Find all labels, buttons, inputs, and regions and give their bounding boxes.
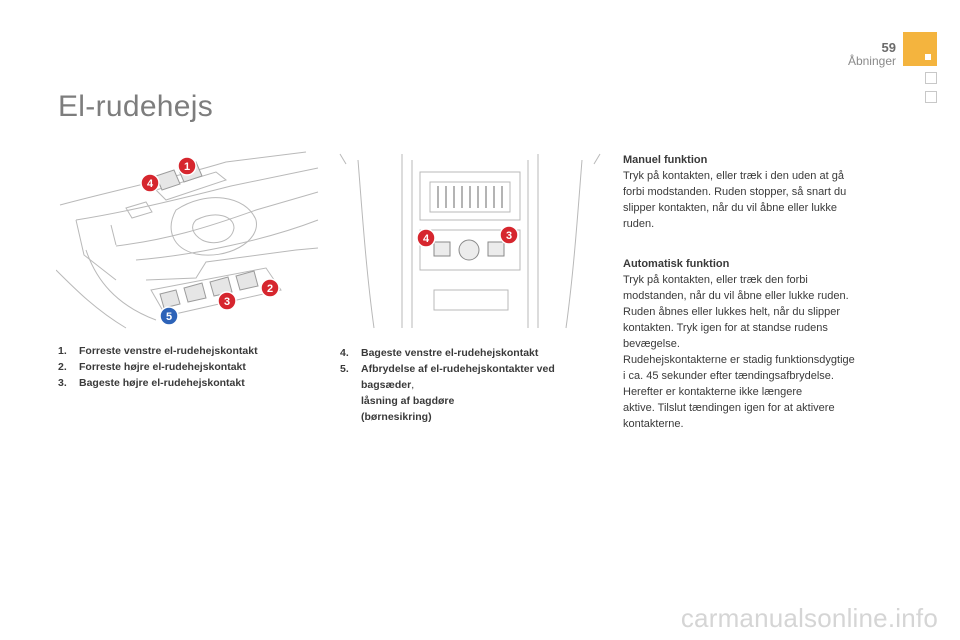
page-number: 59 xyxy=(881,40,896,55)
legend-item: 3. Bageste højre el-rudehejskontakt xyxy=(58,377,245,389)
callout-5 xyxy=(160,307,178,325)
callout-4-rear xyxy=(417,229,435,247)
body-line: kontakterne. xyxy=(623,418,684,430)
legend-line: Afbrydelse af el-rudehejskontakter ved xyxy=(361,363,555,375)
body-line: aktive. Tilslut tændingen igen for at aktivere xyxy=(623,402,835,414)
svg-text:1: 1 xyxy=(183,161,191,173)
front-door-switch-illustration xyxy=(56,150,320,330)
body-line: Ruden åbnes eller lukkes helt, når du slipper xyxy=(623,306,841,318)
body-line: slipper kontakten, når du vil åbne eller lukke xyxy=(623,202,838,214)
callout-1 xyxy=(178,157,196,175)
svg-text:3: 3 xyxy=(505,230,513,242)
legend-item: 5. Afbrydelse af el-rudehejskontakter ved bagsæder, låsning af bagdøre (børnesikring) xyxy=(340,363,555,423)
body-line: kontakten. Tryk igen for at standse rudens xyxy=(623,322,828,334)
body-line: bevægelse. xyxy=(623,338,680,350)
callout-3-rear xyxy=(500,226,518,244)
body-line: modstanden, når du vil åbne eller lukke ruden. xyxy=(623,290,849,302)
svg-text:4: 4 xyxy=(146,178,154,190)
watermark: carmanualsonline.info xyxy=(680,603,938,633)
body-line: Tryk på kontakten, eller træk den forbi xyxy=(623,274,808,286)
svg-text:2: 2 xyxy=(266,283,274,295)
legend-line: låsning af bagdøre xyxy=(361,395,455,407)
callout-2 xyxy=(261,279,279,297)
svg-text:4: 4 xyxy=(422,233,430,245)
chapter-tab[interactable] xyxy=(925,72,937,84)
manual-function-section xyxy=(623,152,893,232)
svg-text:3: 3 xyxy=(223,296,231,308)
automatic-heading: Automatisk funktion xyxy=(623,258,730,270)
body-line: ruden. xyxy=(623,218,655,230)
automatic-function-section xyxy=(623,256,893,432)
body-line: forbi modstanden. Ruden stopper, så snart du xyxy=(623,186,847,198)
section-name: Åbninger xyxy=(847,54,896,68)
tab-marker xyxy=(925,54,931,60)
body-line: Tryk på kontakten, eller træk i den uden at gå xyxy=(623,170,844,182)
body-line: i ca. 45 sekunder efter tændingsafbrydelse. xyxy=(623,370,834,382)
legend-item: 4. Bageste venstre el-rudehejskontakt xyxy=(340,347,539,359)
callout-4 xyxy=(141,174,159,192)
legend-item: 1. Forreste venstre el-rudehejskontakt xyxy=(58,345,258,357)
legend-left xyxy=(58,343,328,391)
legend-line: bagsæder xyxy=(361,379,412,391)
body-line: Rudehejskontakterne er stadig funktionsdygtige xyxy=(623,354,855,366)
page-title: El-rudehejs xyxy=(58,90,214,123)
legend-middle xyxy=(340,345,610,425)
chapter-tab[interactable] xyxy=(925,91,937,103)
legend-comma: , xyxy=(411,379,415,391)
chapter-tab-active[interactable] xyxy=(903,32,937,66)
svg-text:5: 5 xyxy=(165,311,173,323)
manual-heading: Manuel funktion xyxy=(623,154,708,166)
rear-console-switch-illustration xyxy=(338,150,602,330)
legend-item: 2. Forreste højre el-rudehejskontakt xyxy=(58,361,246,373)
body-line: Herefter er kontakterne ikke længere xyxy=(623,386,803,398)
legend-line: (børnesikring) xyxy=(361,411,432,423)
callout-3 xyxy=(218,292,236,310)
